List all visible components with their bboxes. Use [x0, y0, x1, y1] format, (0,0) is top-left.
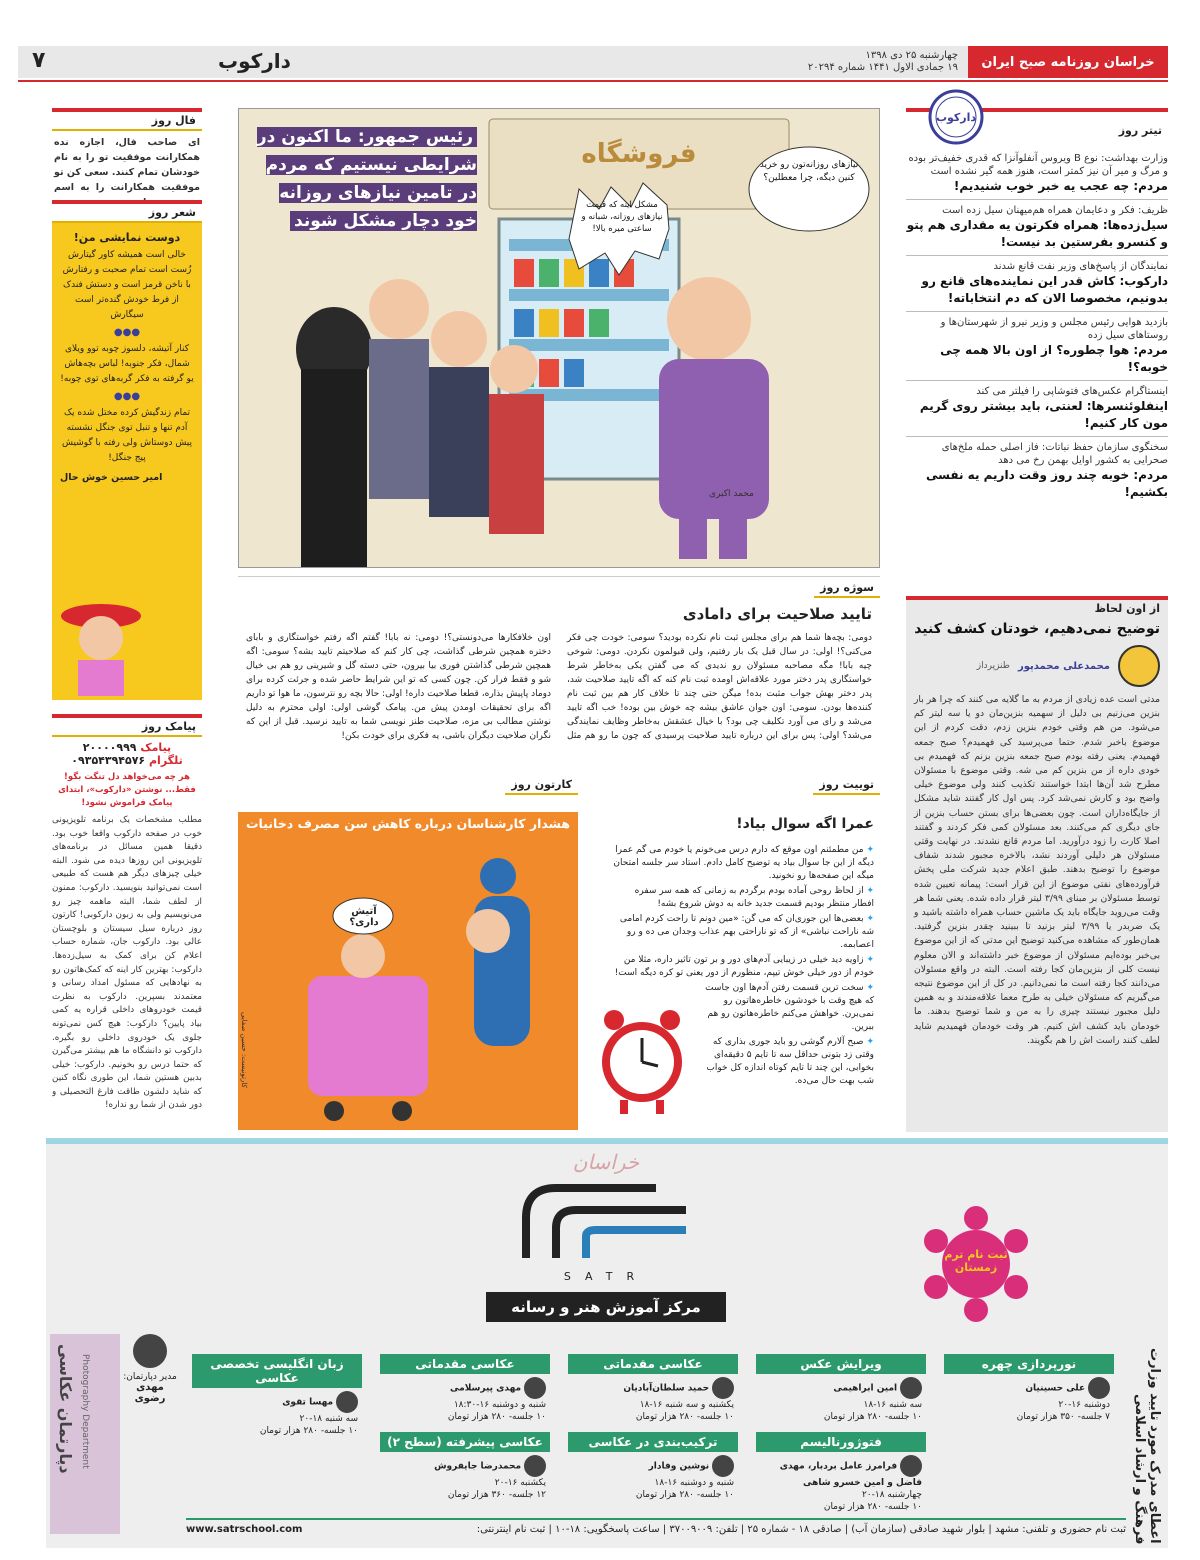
kartoon-image: [238, 812, 578, 1130]
header-rule: [18, 80, 1168, 82]
tiner-item: اینستاگرام عکس‌های فتوشاپی را فیلتر می کند اینفلوئنسرها: لعنتی، باید بیشتر روی گریم مون کار کنیم!: [906, 385, 1168, 437]
owl-column: [906, 596, 1168, 1132]
course-card: عکاسی پیشرفته (سطح ۲) محمدرضا جایفروش یکشنبه ۱۶-۲۰ ۱۲ جلسه- ۳۶۰ هزار تومان: [380, 1432, 550, 1504]
tweet-item: ✦ من مطمئنم اون موقع که دارم درس می‌خونم یا خودم می گم عمرا دیگه از این جا سوال بیاد یه توضیح کامل دادم. استاد سر جلسه امتحان میگه این صفحه‌ها رو نخونید.: [613, 845, 874, 881]
payamak-body: مطلب مشخصات یک برنامه تلویزیونی خوب در صفحه دارکوب واقعا خوب بود. دقیقا همین مسائل در برنامه‌های تلویزیونی این روزها دیده می شود. البته خیلی چیزهای دیگر هم هست که طبیعی است نمی‌توانید بنویسید. دارکوب: ممنون از لطف شما، البته ماهمه چیز رو می‌نویسیم ولی به زبون دارکوبی! کارتون روز درباره سیل سیستان و بلوچستان عالی بود. دارکوب جان، شماره حساب اعلام کن برای کمک به سیل‌زده‌ها. دارکوب: بهترین کار اینه که کمک‌هاتون رو به نهادهایی که مسئول امداد رسانی و معتمدند بسپرین. دارکوب به نظرت قیمت خودروهای داخلی قراره یه کمی بیاد پایین؟ دارکوب: هیچ کس نمی‌تونه جلوی یک خودروی داخلی رو بگیره. دارکوب تو دانشگاه ما هم بیشتر می‌گیرن که حتما درس رو بخونیم. دارکوب: خیلی بدبین هستین شما، این طوری نگاه کنین که شاید دلشون طاقت فارغ التحصیلی و دور شدن از شما رو نداره!: [52, 815, 202, 1111]
page-number: ۷: [32, 48, 46, 73]
owl-body: مدتی است عده زیادی از مردم به ما گلایه می کنند که چرا هر بار بنزین می‌زنیم بی دلیل از سهمیه بنزین‌مان دو یا سه لیتر کم می‌شود. من هم وقتی خودم بنزین زدم، دقت کردم از این موضوع باخبر شدم. حتما می‌پرسید کی فهمیدم؟ صبح جمعه فهمیدم. یعنی رفته بودم صبح جمعه بنزین بزنم که فهمیدم بی خودی داره از من بنزین کم می شه. وقتی موضوع با مسئولان مطرح شد آن‌ها ابتدا خواستند تکذیب کنند ولی موضوع خیلی واضح بود و کارش نمی‌شد کرد. پس اول کار گفتند شاید مشکل از جایگاه‌داران است. چون بعضی‌ها برای بستن حساب بنزین از جای دیگری کم می‌کنند. بعد مسئولان کمی فکر کردند و گفتند اصلا کارت را زود درآورید. اما مردم قانع نشدند. در نهایت وقتی مسئولان هر دلیلی آوردند نشد، بالاخره مجبور شدند شفاف موضوع را توضیح بدهند. طبق اعلام جدید شرکت ملی پخش فرآورده‌های نفتی موضوع از این قرار است: پیمانه تعیین شده توسط مسئولان بر مبنای ۳/۹۹ لیتر قرار داده شده. یعنی شما هر وقت می‌روید جایگاه باید یک ماشین حساب همراه داشته باشید و یک ضربدر یا ۳/۹۹ لیتر بزنید تا ببینید چقدر بنزین گرفتید. همان‌طور که مشاهده می‌کنید توضیح این مدتی که از این موضوع بی‌خبر بوده‌ایم مسئولان از موضوع خبر داشته‌اند و الان معلوم نیست کلی از بنزین‌مان کجا رفته است. البته در واقع مسئولان می‌دانند کجا رفته است ما نمی‌دانیم. در کل از این موضوع نتیجه می‌گیریم که مسئولان خیلی به طرح معما علاقه‌مندند و به همین دلیل مجبور نیستند چیزی را به من و شما توضیح بدهند. ما خودمان باید کشف اش کنیم. هر وقت خودمان فهمیدیم شاید لطف کنند راست اش را هم بگویند.: [914, 694, 1160, 1046]
alarm-clock-icon: [594, 996, 690, 1116]
twitter-icon: ✦: [866, 983, 874, 993]
teacher-avatar: [524, 1455, 546, 1477]
department-panel: [50, 1334, 120, 1534]
teacher-avatar: [900, 1377, 922, 1399]
author-avatar: [1118, 645, 1160, 687]
date-line-2: ۱۹ جمادی الاول ۱۴۴۱ شماره ۲۰۲۹۴: [807, 62, 958, 73]
satr-advertisement: [46, 1138, 1168, 1548]
teacher-avatar: [712, 1455, 734, 1477]
tweet-item: ✦ بعضی‌ها این جوری‌ان که می گن: «مین دونم تا راحت کردم امامی شه ناراحت نباشی» از که تو ناراحتی بهم عذاب وجدان می ده و رو اعصابمه.: [619, 914, 874, 950]
twitter-icon: ✦: [866, 845, 874, 855]
tweet-item: ✦ از لحاظ روحی آماده بودم برگردم به زمانی که همه سر سفره افطار منتظر بودیم قسمت جدید خانه به دوش شروع بشه!: [634, 886, 874, 909]
tiner-heading: تیتر روز: [1113, 122, 1168, 139]
twitter-icon: ✦: [866, 914, 874, 924]
owl-author-role: طنزپرداز: [976, 661, 1010, 671]
course-card: ترکیب‌بندی در عکاسی نوشین وفادار شنبه و دوشنبه ۱۶-۱۸ ۱۰ جلسه- ۲۸۰ هزار تومان: [568, 1432, 738, 1504]
sher-heading: شعر روز: [52, 204, 202, 223]
tiner-box: [906, 108, 1168, 505]
sher-stanza: خالی است همیشه کاور گیتارش زُست است تمام صحبت و رفتارش با ناخن قرمز است و دستش فندک از فرط خودش گنده‌تر است سیگارش: [62, 250, 192, 320]
ad-footer: [186, 1518, 1126, 1540]
tweet-item: ✦ سخت ترین قسمت رفتن آدم‌ها اون جاست که هیچ وقت با خودشون خاطره‌هاتون رو نمی‌برن. خواهش می‌کنم خاطره‌هاتون رو هم ببرین.: [705, 983, 874, 1032]
souzheh-title: تایید صلاحیت برای دامادی: [682, 605, 872, 623]
owl-heading: از اون لحاظ: [1094, 602, 1160, 615]
twitter-icon: ✦: [866, 955, 874, 965]
faal-heading: فال روز: [52, 112, 202, 131]
kartoon-box: [238, 776, 578, 1132]
souzheh-body: دومی: بچه‌ها شما هم برای مجلس ثبت نام نکرده بودید؟ سومی: خودت چی فکر می‌کنی؟! اولی: در سال قبل یک بار رفتیم، ولی قبولمون نکردن. دومی: شوخی چیه بابا! مگه مصاحبه مسئولان رو ندیدی که می گفتن یکی به‌خاطر شرط خواستگاری پدر دختر مورد علاقه‌اش اومده ثبت نام کنه که اگه تایید صلاحیت شد، پدر دختر بهش جواب مثبت بده! میگن حتی چند تا خلاف کار هم بین ثبت نام کننده‌ها بودن. سومی: اون جوان عاشق بیشه چه خوش بین بوده! خب اگه تایید می‌شد و رای می آورد تکلیف چی بود؟ با خیال عشقش به‌خاطر وظایف نمایندگی می‌شد؟ اولی: پس برای این درباره تایید صلاحیت پرسیدی که چون ما رو هم مثل اون خلافکارها می‌دونستی؟! دومی: نه بابا! گفتم اگه رفتم خواستگاری و بابای دختره همچین شرطی گذاشت، چی کار کنم که صلاحیتم تایید بشه؟ سومی: اگه همچین شرطی گذاشتن فوری بیا بیرون، حتی دسته گل و شیرینی رو هم بی خیال شو و فقط فرار کن. چون کسی که تو این شرایط حاضر شده و جرئت کرده برای دوماد پاپیش بذاره، قطعا صلاحیت داره! اولی: حالا بچه رو نترسون، ما هوا تو داریم اگه برای تحقیقات اومدن پیش من. پیامک گوشی اولی: اولی محترم به دلیل نوشتن مطالب بی مزه، صلاحیت طنز نویسی شما به تایید نرسید. قبل از این که نگران صلاحیت دیگران باشی، یه فکری برای خودت بکن!: [246, 633, 872, 741]
teacher-avatar: [900, 1455, 922, 1477]
tiner-item: بازدید هوایی رئیس مجلس و وزیر نیرو از شهرستان‌ها و روستاهای سیل زده مردم: هوا چطوره؟ از اون بالا همه چی خوبه؟!: [906, 316, 1168, 381]
stanza-separator: ●●●: [113, 327, 141, 338]
tiner-item: سخنگوی سازمان حفظ نباتات: فاز اصلی حمله ملخ‌های صحرایی به کشور اوایل بهمن رخ می دهد مردم: خوبه چند روز وقت داریم یه نفسی بکشیم!: [926, 442, 1168, 499]
ad-brand: خراسان: [572, 1150, 640, 1174]
tweet-box: [594, 776, 880, 1132]
tweet-item: ✦ صبح آلارم گوشی رو باید جوری بذاری که وقتی زد بتونی حداقل سه تا تایم ۵ دقیقه‌ای بخوابی، این چند تا تایم کوتاه اندازه کل خواب شب بهت حال می‌ده.: [706, 1037, 874, 1086]
ministry-approval: اعطای مدرک مورد تایید وزارت فرهنگ و ارشاد اسلامی: [1132, 1348, 1162, 1544]
registration-badge: ثبت نام ترم زمستان: [944, 1248, 1008, 1274]
svg-text:دارکوب: دارکوب: [935, 111, 977, 124]
cartoon-artist: محمد اکبری: [709, 489, 754, 499]
newspaper-brand: خراسان روزنامه صبح ایران: [968, 46, 1168, 78]
ad-url-link[interactable]: www.satrschool.com: [186, 1524, 303, 1535]
left-column: [52, 108, 202, 1118]
tiner-item: ظریف: فکر و دعایمان همراه هم‌میهنان سیل زده است سیل‌زده‌ها: همراه فکرتون یه مقداری هم پتو و کنسرو بفرستین بد نیست!: [906, 204, 1168, 256]
payamak-heading: پیامک روز: [52, 718, 202, 737]
kartoon-title: هشدار کارشناسان درباره کاهش سن مصرف دخانیات: [245, 816, 571, 831]
teacher-avatar: [1088, 1377, 1110, 1399]
course-card: عکاسی مقدماتی حمید سلطان‌آبادیان یکشنبه و سه شنبه ۱۶-۱۸ ۱۰ جلسه- ۲۸۰ هزار تومان: [568, 1354, 738, 1426]
tweet-heading: توییت روز: [813, 776, 880, 795]
kartoon-bubble: آتیش داری؟: [349, 906, 379, 928]
department-title: دپارتمان عکاسی: [56, 1344, 75, 1474]
kartoon-heading: کارتون روز: [505, 776, 578, 795]
teacher-avatar: [712, 1377, 734, 1399]
sher-title: دوست نمایشی من!: [73, 231, 181, 244]
sms-row: پیامک ۲۰۰۰۰۹۹۹: [82, 741, 172, 754]
ad-tagline: مرکز آموزش هنر و رسانه: [486, 1292, 726, 1322]
course-card: عکاسی مقدماتی مهدی پیرسلامی شنبه و دوشنبه ۱۶-۱۸:۳۰ ۱۰ جلسه- ۲۸۰ هزار تومان: [380, 1354, 550, 1426]
twitter-icon: ✦: [866, 886, 874, 896]
dateline: [698, 50, 958, 74]
sher-stanza: کنار آتیشه، دلسوز چوبه توو ویلای شمال، فکر جنوبه! لباس بچه‌هاش یو گرفته به فکر گربه‌های توی چوبه!: [60, 344, 194, 384]
satr-logo-icon: [516, 1178, 696, 1268]
sher-author: امیر حسین خوش حال: [60, 472, 163, 483]
tweet-item: ✦ زاویه دید خیلی در زیبایی آدم‌های دور و بر تون تاثیر داره، مثلا من خودم از دور خیلی خوش تیپم، منظورم از دور یعنی تو کره دیگه است!: [614, 955, 874, 978]
tiner-item: وزارت بهداشت: نوع B ویروس آنفلوآنزا که قدری خفیف‌تر بوده و مرگ و میر آن نیز کمتر است، هنوز همه گیر نشده است مردم: چه عجب یه خبر خوب شنیدیم!: [906, 152, 1168, 200]
stanza-separator: ●●●: [113, 391, 141, 402]
souzheh-heading: سوژه روز: [814, 579, 880, 598]
department-title-en: Photography Department: [80, 1354, 90, 1469]
twitter-icon: ✦: [866, 1037, 874, 1047]
department-head: مدیر دپارتمان: مهدی رضوی: [120, 1334, 180, 1404]
sher-stanza: تمام زندگیش کرده مختل شده یک آدم تنها و تنبل توی جنگل نشسته پیش دوستاش ولی رفته با گوشیش پیج جنگل!: [61, 408, 193, 463]
shop-sign: فروشگاه: [581, 139, 697, 169]
faal-text: ای صاحب فال، اجازه نده همکارانت موفقیت تو را به نام خودشان تمام کنند. سعی کن تو موفقیت همکارانت را به اسم: [54, 137, 200, 193]
head-avatar: [133, 1334, 167, 1368]
course-card: فتوژورنالیسم فرامرز عامل بردبار، مهدی فاضل و امین خسرو شاهی چهارشنبه ۱۸-۲۰ ۱۰ جلسه- ۲۸۰ هزار تومان: [756, 1432, 926, 1504]
payamak-intro: هر چه می‌خواهد دل تنگت بگو! فقط... نوشتن «دارکوب»، ابتدای پیامک فراموش نشود!: [58, 772, 196, 808]
speech-bubble-2: مشکل اینه که قیمت نیازهای روزانه، شبانه و ساعتی میره بالا!: [581, 200, 663, 234]
teacher-avatar: [524, 1377, 546, 1399]
telegram-row: تلگرام ۰۹۳۵۴۳۹۴۵۷۶: [71, 754, 183, 767]
owl-author: محمدعلی محمدپور: [1017, 660, 1110, 672]
main-cartoon: [238, 108, 880, 568]
course-card: نورپردازی چهره علی حسینیان دوشنبه ۱۶-۲۰ ۷ جلسه- ۳۵۰ هزار تومان: [944, 1354, 1114, 1426]
page-header: [18, 46, 1168, 78]
speech-bubble-1: نیازهای روزانه‌تون رو خرید کنین دیگه، چرا معطلین؟: [759, 160, 859, 183]
faal-box: [52, 108, 202, 200]
owl-title: توضیح نمی‌دهیم، خودتان کشف کنید: [914, 621, 1160, 637]
date-line-1: چهارشنبه ۲۵ دی ۱۳۹۸: [865, 50, 958, 61]
course-card: ویرایش عکس امین ابراهیمی سه شنبه ۱۶-۱۸ ۱۰ جلسه- ۲۸۰ هزار تومان: [756, 1354, 926, 1426]
satr-logo-text: SATR: [563, 1270, 649, 1283]
poet-caricature-icon: [56, 596, 146, 696]
section-title: دارکوب: [218, 49, 291, 73]
ad-contact: ثبت نام حضوری و تلفنی: مشهد | بلوار شهید صادقی (سازمان آب) | صادقی ۱۸ - شماره ۲۵ | تلفن: ۳۷۰۰۹۰۰۹ | ساعت پاسخگویی: ۱۸-۱۰ | ثبت نام اینترنتی:: [476, 1524, 1126, 1535]
tiner-list: [906, 152, 1168, 505]
sher-box: [52, 200, 202, 700]
kartoon-illustration: [238, 836, 578, 1130]
cartoon-headline: رئیس جمهور: ما اکنون در شرایطی نیستیم که مردم در تامین نیازهای روزانه خود دچار مشکل شوند: [256, 127, 477, 231]
tweet-title: عمرا اگه سوال بیاد!: [736, 816, 874, 832]
darkoob-seal-icon: [926, 89, 986, 145]
teacher-avatar: [336, 1391, 358, 1413]
souzheh-box: [238, 576, 880, 772]
tiner-column: [906, 108, 1168, 592]
kartoon-credit: کارتونیست: حسین صفایی: [240, 1012, 248, 1088]
tiner-item: نمایندگان از پاسخ‌های وزیر نفت قانع شدند دارکوب: کاش قدر این نماینده‌های قانع رو بدونیم، مخصوصا الان که دم انتخاباته!: [906, 260, 1168, 312]
course-card: زبان انگلیسی تخصصی عکاسی مهسا تقوی سه شنبه ۱۸-۲۰ ۱۰ جلسه- ۲۸۰ هزار تومان: [192, 1354, 362, 1426]
payamak-box: [52, 714, 202, 1130]
